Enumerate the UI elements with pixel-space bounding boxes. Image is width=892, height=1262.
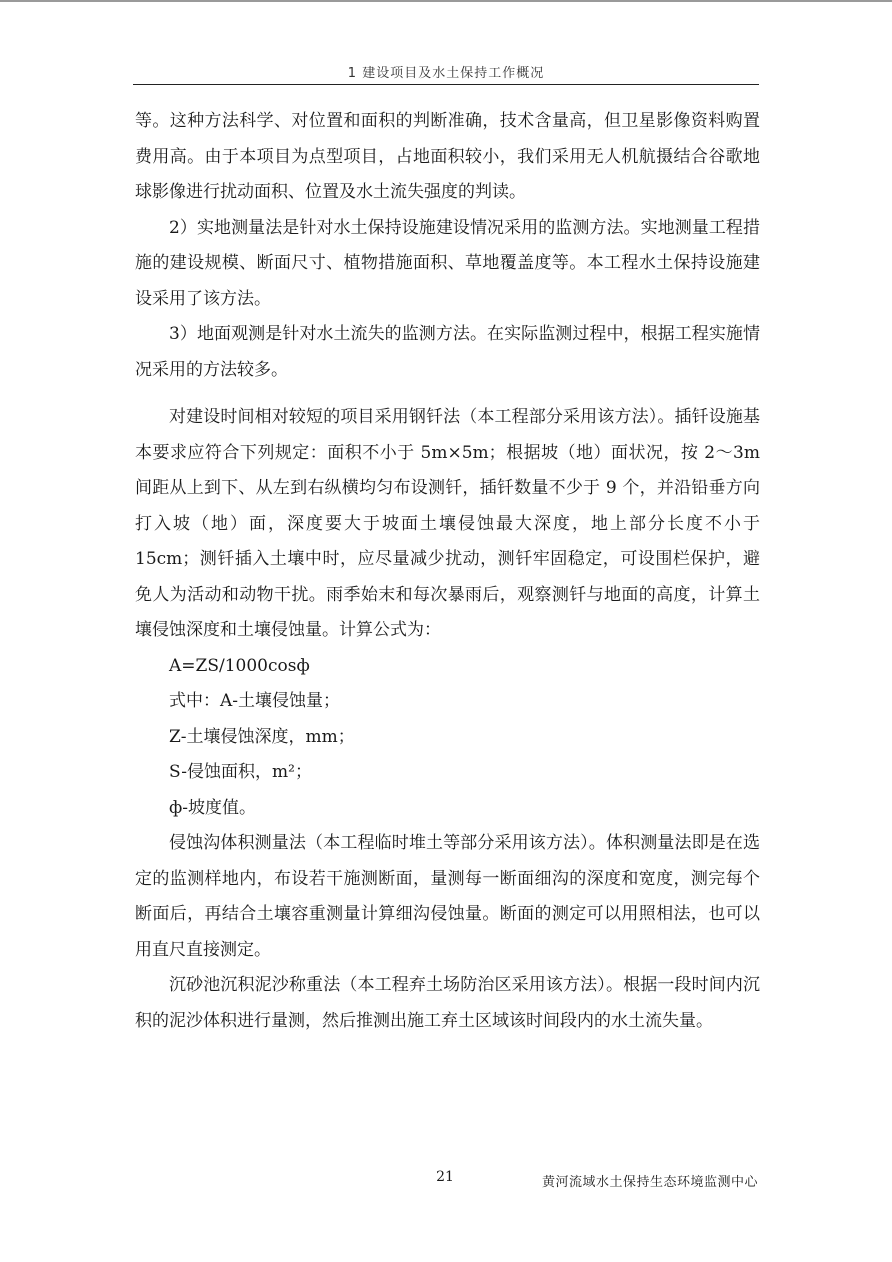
paragraph-continuation: 等。这种方法科学、对位置和面积的判断准确，技术含量高，但卫星影像资料购置费用高。由于本项目为点型项目，占地面积较小，我们采用无人机航摄结合谷歌地球影像进行扰动面积、位置及水土流失强度的判读。 <box>135 111 760 202</box>
formula-legend-phi: ф-坡度值。 <box>169 797 257 818</box>
document-body <box>135 104 760 1039</box>
page-number: 21 <box>436 1169 454 1185</box>
paragraph-gully-volume-method: 侵蚀沟体积测量法（本工程临时堆土等部分采用该方法）。体积测量法即是在选定的监测样地内，布设若干施测断面，量测每一断面细沟的深度和宽度，测完每个断面后，再结合土壤容重测量计算细沟侵蚀量。断面的测定可以用照相法，也可以用直尺直接测定。 <box>135 833 760 960</box>
formula-legend-s: S-侵蚀面积，m²； <box>169 762 312 782</box>
paragraph-ground-observation: 3）地面观测是针对水土流失的监测方法。在实际监测过程中，根据工程实施情况采用的方法较多。 <box>135 324 760 380</box>
paragraph-sediment-weighing-method: 沉砂池沉积泥沙称重法（本工程弃土场防治区采用该方法）。根据一段时间内沉积的泥沙体积进行量测，然后推测出施工弃土区域该时间段内的水土流失量。 <box>135 975 760 1031</box>
formula-line: A=ZS/1000cosф <box>169 655 310 676</box>
paragraph-steel-pin-method: 对建设时间相对较短的项目采用钢钎法（本工程部分采用该方法）。插钎设施基本要求应符合下列规定：面积不小于 5m×5m；根据坡（地）面状况，按 2～3m 间距从上到下、从左到右纵横均匀布设测钎，插钎数量不少于 9 个，并沿铅垂方向打入坡（地）面，深度要大于坡面土壤侵蚀最大深度，地上部分长度不小于 15cm；测钎插入土壤中时，应尽量减少扰动，测钎牢固稳定，可设围栏保护，避免人为活动和动物干扰。雨季始末和每次暴雨后，观察测钎与地面的高度，计算土壤侵蚀深度和土壤侵蚀量。计算公式为： <box>135 407 760 640</box>
footer-organization: 黄河流域水土保持生态环境监测中心 <box>541 1175 758 1190</box>
formula-legend-a: 式中：A-土壤侵蚀量； <box>169 691 341 711</box>
paragraph-field-survey: 2）实地测量法是针对水土保持设施建设情况采用的监测方法。实地测量工程措施的建设规模、断面尺寸、植物措施面积、草地覆盖度等。本工程水土保持设施建设采用了该方法。 <box>135 217 760 309</box>
running-header: 1 建设项目及水土保持工作概况 <box>347 66 545 81</box>
header-rule <box>133 84 759 85</box>
formula-legend-z: Z-土壤侵蚀深度，mm； <box>169 726 355 747</box>
page-top-edge <box>0 0 892 2</box>
